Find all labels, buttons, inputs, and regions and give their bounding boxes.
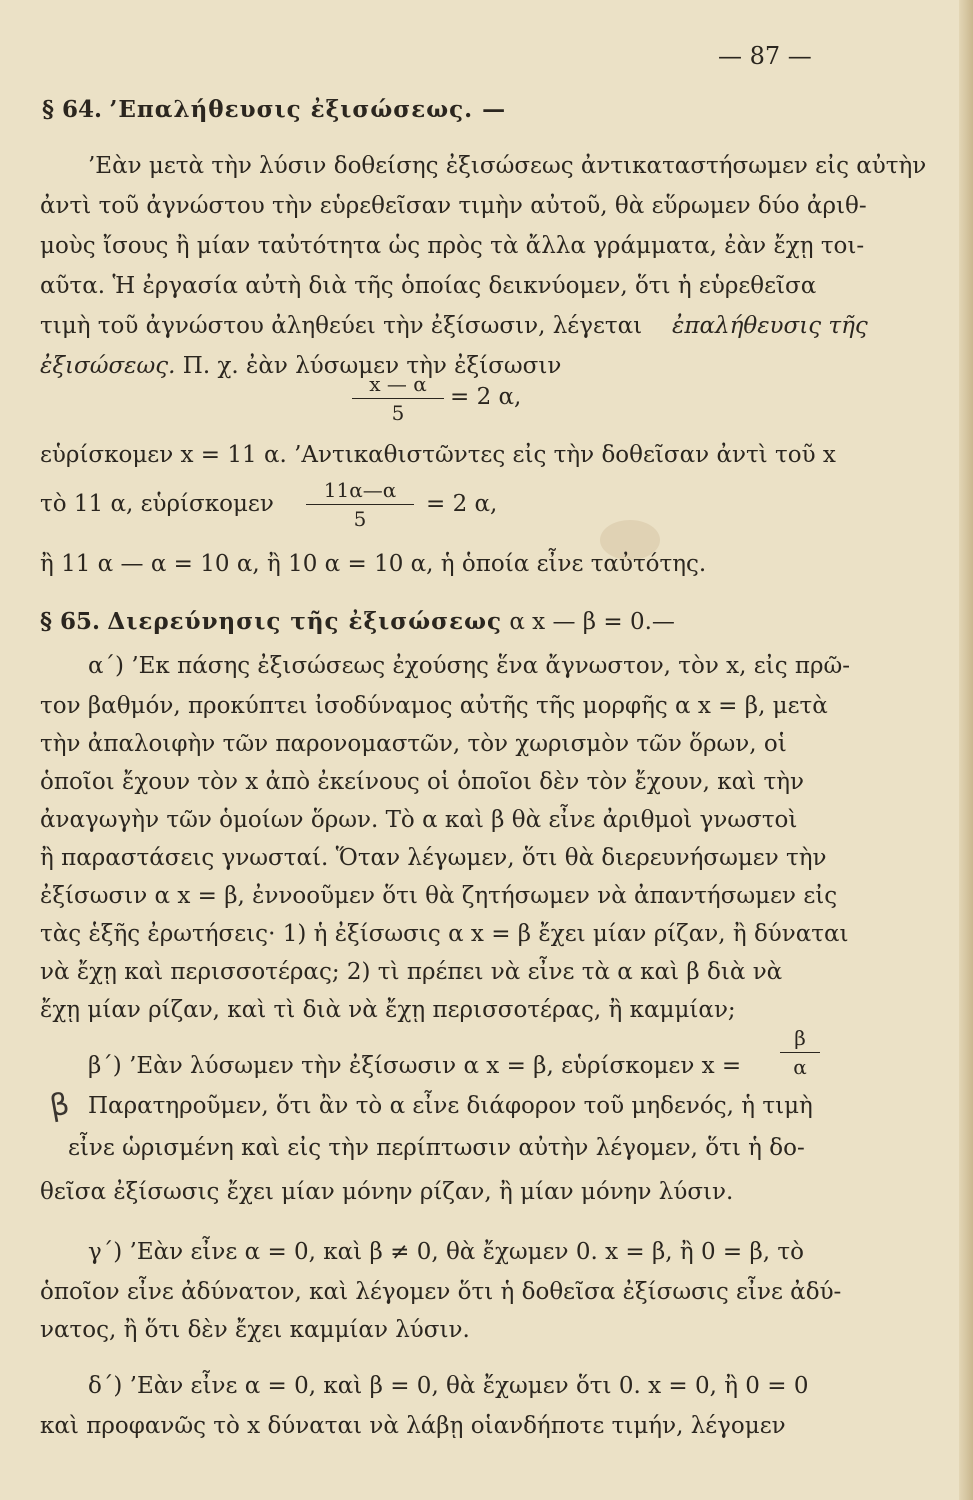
paragraph-line: νατος, ἢ ὅτι δὲν ἔχει καμμίαν λύσιν. (40, 1317, 470, 1343)
paragraph-line: ἀντὶ τοῦ ἀγνώστου τὴν εὑρεθεῖσαν τιμὴν αὐτοῦ, θὰ εὕρωμεν δύο ἀριθ- (40, 193, 867, 219)
paragraph-line: ἢ παραστάσεις γνωσταί. Ὅταν λέγωμεν, ὅτι θὰ διερευνήσωμεν τὴν (40, 845, 827, 871)
paragraph-line: τον βαθμόν, προκύπτει ἰσοδύναμος αὐτῆς τῆς μορφῆς α x = β, μετὰ (40, 693, 828, 719)
paragraph-line: Παρατηροῦμεν, ὅτι ἂν τὸ α εἶνε διάφορον τοῦ μηδενός, ἡ τιμὴ (88, 1093, 813, 1119)
fraction-denominator: α (793, 1055, 807, 1079)
eq1-rhs: = 2 α, (450, 384, 522, 410)
paragraph-line: εἶνε ὡρισμένη καὶ εἰς τὴν περίπτωσιν αὐτὴν λέγομεν, ὅτι ἡ δο- (68, 1135, 805, 1161)
beta-over-alpha-fraction (780, 1026, 820, 1079)
fraction-numerator: β (794, 1026, 806, 1050)
term-verification: ἐπαλήθευσις τῆς (672, 313, 868, 339)
paragraph-line: τὰς ἑξῆς ἐρωτήσεις· 1) ἡ ἐξίσωσις α x = β ἔχει μίαν ρίζαν, ἢ δύναται (40, 921, 849, 947)
paragraph-line: ἐξίσωσιν α x = β, ἐννοοῦμεν ὅτι θὰ ζητήσωμεν νὰ ἀπαντήσωμεν εἰς (40, 883, 838, 909)
paragraph-line: ἔχῃ μίαν ρίζαν, καὶ τὶ διὰ νὰ ἔχῃ περισσοτέρας, ἢ καμμίαν; (40, 997, 736, 1023)
paragraph-text: Π. χ. ἐὰν λύσωμεν τὴν ἐξίσωσιν (182, 353, 562, 379)
paragraph-line: τὸ 11 α, εὑρίσκομεν (40, 491, 274, 517)
eq2-numerator: 11α—α (323, 478, 397, 502)
section-64-title: ’Επαλήθευσις ἐξισώσεως. — (109, 96, 507, 123)
equation-2-fraction (306, 478, 414, 531)
paragraph-line: ’Εὰν μετὰ τὴν λύσιν δοθείσης ἐξισώσεως ἀντικαταστήσωμεν εἰς αὐτὴν (88, 153, 927, 179)
paragraph-line: εὑρίσκομεν x = 11 α. ’Αντικαθιστῶντες εἰς τὴν δοθεῖσαν ἀντὶ τοῦ x (40, 442, 836, 468)
paragraph-line: μοὺς ἴσους ἢ μίαν ταὐτότητα ὡς πρὸς τὰ ἄλλα γράμματα, ἐὰν ἔχῃ τοι- (40, 233, 865, 259)
eq1-denominator: 5 (391, 401, 405, 425)
section-65-equation: α x — β = 0.— (509, 609, 675, 635)
paragraph-line: ὁποῖοι ἔχουν τὸν x ἀπὸ ἐκείνους οἱ ὁποῖοι δὲν τὸν ἔχουν, καὶ τὴν (40, 769, 804, 795)
paragraph-line: α΄) ’Εκ πάσης ἐξισώσεως ἐχούσης ἕνα ἄγνωστον, τὸν x, εἰς πρῶ- (88, 653, 851, 679)
eq1-numerator: x — α (369, 372, 427, 396)
paragraph-line: ὁποῖον εἶνε ἀδύνατον, καὶ λέγομεν ὅτι ἡ δοθεῖσα ἐξίσωσις εἶνε ἀδύ- (40, 1279, 842, 1305)
page-number: — 87 — (718, 42, 812, 70)
eq2-rhs: = 2 α, (426, 491, 498, 517)
section-64-number: § 64. (42, 96, 103, 123)
paragraph-line: καὶ προφανῶς τὸ x δύναται νὰ λάβῃ οἱανδήποτε τιμήν, λέγομεν (40, 1413, 786, 1439)
section-65-title: Διερεύνησις τῆς ἐξισώσεως (107, 608, 502, 635)
term-equation: ἐξισώσεως. (40, 353, 176, 379)
paragraph-line: νὰ ἔχῃ καὶ περισσοτέρας; 2) τὶ πρέπει νὰ εἶνε τὰ α καὶ β διὰ νὰ (40, 959, 783, 985)
paragraph-line: β΄) ’Εὰν λύσωμεν τὴν ἐξίσωσιν α x = β, εὑρίσκομεν x = (88, 1053, 742, 1079)
paragraph-line: θεῖσα ἐξίσωσις ἔχει μίαν μόνην ρίζαν, ἢ μίαν μόνην λύσιν. (40, 1179, 734, 1205)
paragraph-line: αῦτα. Ἡ ἐργασία αὐτὴ διὰ τῆς ὁποίας δεικνύομεν, ὅτι ἡ εὑρεθεῖσα (40, 273, 817, 299)
section-65-number: § 65. (40, 608, 101, 635)
paragraph-line: ἀναγωγὴν τῶν ὁμοίων ὅρων. Τὸ α καὶ β θὰ εἶνε ἀριθμοὶ γνωστοὶ (40, 807, 798, 833)
pencil-mark-beta: β (47, 1086, 73, 1125)
paragraph-line: τὴν ἀπαλοιφὴν τῶν παρονομαστῶν, τὸν χωρισμὸν τῶν ὅρων, οἱ (40, 731, 787, 757)
paragraph-line: γ΄) ’Εὰν εἶνε α = 0, καὶ β ≠ 0, θὰ ἔχωμεν 0. x = β, ἢ 0 = β, τὸ (88, 1239, 804, 1265)
paragraph-line: ἢ 11 α — α = 10 α, ἢ 10 α = 10 α, ἡ ὁποία εἶνε ταὐτότης. (40, 551, 707, 577)
paragraph-line: τιμὴ τοῦ ἀγνώστου ἀληθεύει τὴν ἐξίσωσιν, λέγεται (40, 313, 643, 339)
paragraph-line: δ΄) ’Εὰν εἶνε α = 0, καὶ β = 0, θὰ ἔχωμεν ὅτι 0. x = 0, ἢ 0 = 0 (88, 1373, 809, 1399)
eq2-denominator: 5 (353, 507, 367, 531)
equation-1-fraction (352, 372, 444, 425)
page-edge (959, 0, 973, 1500)
